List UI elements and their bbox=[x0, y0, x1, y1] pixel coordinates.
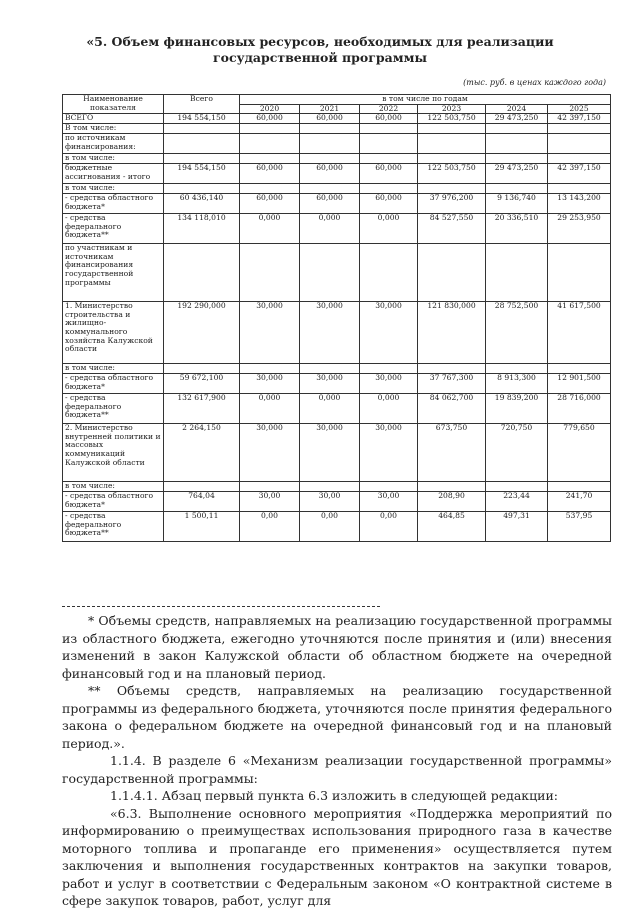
cell-year-value: 30,000 bbox=[300, 424, 360, 482]
cell-year-value bbox=[240, 134, 300, 154]
cell-total: 134 118,010 bbox=[164, 214, 240, 244]
cell-year-value: 60,000 bbox=[240, 164, 300, 184]
header-year: 2022 bbox=[360, 104, 418, 114]
cell-year-value: 12 901,500 bbox=[548, 374, 611, 394]
cell-year-value bbox=[300, 184, 360, 194]
table-row bbox=[63, 124, 611, 134]
cell-year-value: 0,00 bbox=[240, 512, 300, 542]
cell-year-value bbox=[240, 364, 300, 374]
cell-year-value: 30,00 bbox=[300, 492, 360, 512]
cell-year-value bbox=[548, 134, 611, 154]
table-row bbox=[63, 512, 611, 542]
table-row bbox=[63, 492, 611, 512]
table-row bbox=[63, 184, 611, 194]
table-row bbox=[63, 482, 611, 492]
cell-year-value bbox=[548, 244, 611, 302]
cell-year-value: 673,750 bbox=[418, 424, 486, 482]
cell-year-value: 41 617,500 bbox=[548, 302, 611, 364]
cell-total: 2 264,150 bbox=[164, 424, 240, 482]
cell-year-value bbox=[486, 154, 548, 164]
header-year: 2024 bbox=[486, 104, 548, 114]
row-label: в том числе: bbox=[63, 154, 164, 164]
cell-total: 1 500,11 bbox=[164, 512, 240, 542]
cell-year-value: 0,000 bbox=[240, 214, 300, 244]
cell-year-value bbox=[300, 364, 360, 374]
cell-year-value: 60,000 bbox=[300, 194, 360, 214]
row-label: в том числе: bbox=[63, 482, 164, 492]
finance-table bbox=[62, 94, 611, 542]
cell-total bbox=[164, 482, 240, 492]
row-label: - средства федерального бюджета** bbox=[63, 214, 164, 244]
cell-year-value bbox=[548, 154, 611, 164]
cell-year-value: 30,00 bbox=[240, 492, 300, 512]
table-row bbox=[63, 214, 611, 244]
row-label: в том числе: bbox=[63, 184, 164, 194]
cell-year-value: 84 062,700 bbox=[418, 394, 486, 424]
cell-year-value: 42 397,150 bbox=[548, 164, 611, 184]
table-row bbox=[63, 194, 611, 214]
cell-year-value: 720,750 bbox=[486, 424, 548, 482]
cell-total: 194 554,150 bbox=[164, 114, 240, 124]
cell-year-value bbox=[418, 184, 486, 194]
cell-total bbox=[164, 154, 240, 164]
cell-year-value bbox=[360, 364, 418, 374]
cell-year-value: 779,650 bbox=[548, 424, 611, 482]
cell-year-value bbox=[548, 364, 611, 374]
cell-year-value bbox=[486, 364, 548, 374]
cell-total: 194 554,150 bbox=[164, 164, 240, 184]
cell-year-value: 60,000 bbox=[360, 114, 418, 124]
cell-year-value: 30,000 bbox=[300, 374, 360, 394]
body-paragraph-3: «6.3. Выполнение основного мероприятия «Поддержка мероприятий по информированию о преимуществах использования природного газа в качестве моторного топлива и пропаганде его применения» осуществляется путем заключения и выполнения государственных контрактов на закупки товаров, работ и услуг в соответствии с Федеральным законом «О контрактной системе в сфере закупок товаров, работ, услуг для bbox=[62, 805, 612, 908]
cell-year-value: 60,000 bbox=[360, 194, 418, 214]
row-label: в том числе: bbox=[63, 364, 164, 374]
cell-year-value: 30,000 bbox=[240, 374, 300, 394]
header-name: Наименование показателя bbox=[63, 95, 164, 114]
cell-total: 764,04 bbox=[164, 492, 240, 512]
cell-year-value bbox=[300, 244, 360, 302]
cell-year-value bbox=[486, 184, 548, 194]
cell-year-value: 30,000 bbox=[300, 302, 360, 364]
footnote-1: * Объемы средств, направляемых на реализацию государственной программы из областного бюджета, ежегодно уточняются после принятия и (или) внесения изменений в закон Калужской области об областном бюджете на очередной финансовый год и на плановый период. bbox=[62, 613, 612, 681]
row-label: - средства областного бюджета* bbox=[63, 374, 164, 394]
row-label: В том числе: bbox=[63, 124, 164, 134]
header-year: 2025 bbox=[548, 104, 611, 114]
footnote-separator bbox=[62, 606, 380, 607]
cell-year-value bbox=[548, 482, 611, 492]
cell-year-value: 30,000 bbox=[360, 302, 418, 364]
cell-year-value: 208,90 bbox=[418, 492, 486, 512]
section-title-line1: «5. Объем финансовых ресурсов, необходимых для реализации bbox=[86, 34, 554, 49]
cell-year-value: 29 253,950 bbox=[548, 214, 611, 244]
row-label: - средства областного бюджета* bbox=[63, 194, 164, 214]
row-label: - средства федерального бюджета** bbox=[63, 512, 164, 542]
table-row bbox=[63, 424, 611, 482]
cell-year-value bbox=[360, 184, 418, 194]
cell-year-value bbox=[360, 124, 418, 134]
cell-year-value: 0,000 bbox=[300, 214, 360, 244]
table-row bbox=[63, 244, 611, 302]
cell-year-value: 37 976,200 bbox=[418, 194, 486, 214]
cell-year-value: 241,70 bbox=[548, 492, 611, 512]
cell-year-value: 28 716,000 bbox=[548, 394, 611, 424]
table-row bbox=[63, 302, 611, 364]
cell-year-value bbox=[486, 482, 548, 492]
table-body bbox=[63, 114, 611, 542]
row-label: - средства федерального бюджета** bbox=[63, 394, 164, 424]
cell-year-value bbox=[418, 364, 486, 374]
cell-year-value bbox=[418, 124, 486, 134]
header-by-years: в том числе по годам bbox=[240, 95, 611, 105]
cell-year-value bbox=[486, 244, 548, 302]
table-row bbox=[63, 164, 611, 184]
cell-year-value: 223,44 bbox=[486, 492, 548, 512]
cell-year-value bbox=[418, 482, 486, 492]
row-label: бюджетные ассигнования - итого bbox=[63, 164, 164, 184]
body-paragraph-2: 1.1.4.1. Абзац первый пункта 6.3 изложить в следующей редакции: bbox=[110, 788, 559, 803]
cell-year-value: 19 839,200 bbox=[486, 394, 548, 424]
cell-year-value: 464,85 bbox=[418, 512, 486, 542]
cell-year-value: 28 752,500 bbox=[486, 302, 548, 364]
cell-year-value bbox=[300, 134, 360, 154]
table-row bbox=[63, 374, 611, 394]
cell-year-value: 30,000 bbox=[360, 374, 418, 394]
table-row bbox=[63, 134, 611, 154]
cell-year-value: 30,000 bbox=[240, 424, 300, 482]
cell-year-value bbox=[360, 244, 418, 302]
cell-year-value: 0,000 bbox=[300, 394, 360, 424]
cell-year-value: 29 473,250 bbox=[486, 114, 548, 124]
cell-year-value: 30,000 bbox=[240, 302, 300, 364]
cell-year-value bbox=[300, 124, 360, 134]
cell-year-value bbox=[360, 134, 418, 154]
header-year: 2021 bbox=[300, 104, 360, 114]
cell-year-value: 60,000 bbox=[300, 164, 360, 184]
cell-year-value bbox=[418, 244, 486, 302]
footnotes bbox=[62, 612, 612, 910]
table-row bbox=[63, 364, 611, 374]
cell-year-value: 0,000 bbox=[360, 214, 418, 244]
cell-year-value: 60,000 bbox=[240, 114, 300, 124]
cell-year-value: 60,000 bbox=[360, 164, 418, 184]
cell-year-value bbox=[300, 482, 360, 492]
cell-year-value bbox=[486, 124, 548, 134]
cell-year-value bbox=[240, 184, 300, 194]
header-year: 2023 bbox=[418, 104, 486, 114]
cell-total: 59 672,100 bbox=[164, 374, 240, 394]
cell-total: 60 436,140 bbox=[164, 194, 240, 214]
cell-year-value bbox=[240, 154, 300, 164]
cell-year-value: 8 913,300 bbox=[486, 374, 548, 394]
header-total: Всего bbox=[164, 95, 240, 114]
body-paragraph-1: 1.1.4. В разделе 6 «Механизм реализации государственной программы» государственной программы: bbox=[62, 753, 612, 786]
row-label: 2. Министерство внутренней политики и массовых коммуникаций Калужской области bbox=[63, 424, 164, 482]
table-row bbox=[63, 394, 611, 424]
cell-year-value bbox=[240, 124, 300, 134]
cell-year-value: 30,000 bbox=[360, 424, 418, 482]
cell-total bbox=[164, 244, 240, 302]
cell-year-value: 0,00 bbox=[360, 512, 418, 542]
cell-year-value: 60,000 bbox=[240, 194, 300, 214]
cell-year-value bbox=[486, 134, 548, 154]
cell-year-value: 121 830,000 bbox=[418, 302, 486, 364]
cell-year-value: 9 136,740 bbox=[486, 194, 548, 214]
section-title bbox=[0, 34, 640, 66]
cell-year-value: 0,000 bbox=[240, 394, 300, 424]
cell-year-value: 42 397,150 bbox=[548, 114, 611, 124]
cell-year-value: 0,000 bbox=[360, 394, 418, 424]
row-label: - средства областного бюджета* bbox=[63, 492, 164, 512]
cell-year-value: 122 503,750 bbox=[418, 114, 486, 124]
cell-total: 132 617,900 bbox=[164, 394, 240, 424]
row-label: по источникам финансирования: bbox=[63, 134, 164, 154]
row-label: 1. Министерство строительства и жилищно-коммунального хозяйства Калужской области bbox=[63, 302, 164, 364]
cell-total: 192 290,000 bbox=[164, 302, 240, 364]
section-title-line2: государственной программы bbox=[212, 50, 427, 65]
table-row bbox=[63, 154, 611, 164]
cell-year-value bbox=[418, 154, 486, 164]
cell-year-value bbox=[240, 482, 300, 492]
cell-year-value: 37 767,300 bbox=[418, 374, 486, 394]
cell-year-value bbox=[300, 154, 360, 164]
cell-year-value bbox=[418, 134, 486, 154]
cell-year-value: 29 473,250 bbox=[486, 164, 548, 184]
cell-total bbox=[164, 184, 240, 194]
cell-year-value: 84 527,550 bbox=[418, 214, 486, 244]
cell-total bbox=[164, 124, 240, 134]
cell-year-value bbox=[240, 244, 300, 302]
cell-total bbox=[164, 134, 240, 154]
cell-year-value bbox=[360, 482, 418, 492]
table-row bbox=[63, 114, 611, 124]
cell-year-value bbox=[360, 154, 418, 164]
cell-year-value: 30,00 bbox=[360, 492, 418, 512]
cell-year-value: 20 336,510 bbox=[486, 214, 548, 244]
cell-year-value: 0,00 bbox=[300, 512, 360, 542]
units-note: (тыс. руб. в ценах каждого года) bbox=[463, 78, 606, 87]
cell-year-value: 60,000 bbox=[300, 114, 360, 124]
cell-year-value bbox=[548, 124, 611, 134]
row-label: ВСЕГО bbox=[63, 114, 164, 124]
cell-year-value: 122 503,750 bbox=[418, 164, 486, 184]
cell-total bbox=[164, 364, 240, 374]
header-year: 2020 bbox=[240, 104, 300, 114]
cell-year-value bbox=[548, 184, 611, 194]
row-label: по участникам и источникам финансирования государственной программы bbox=[63, 244, 164, 302]
cell-year-value: 537,95 bbox=[548, 512, 611, 542]
footnote-2: ** Объемы средств, направляемых на реализацию государственной программы из федерального бюджета, уточняются после принятия федерального закона о федеральном бюджете на очередной финансовый год и на плановый период.». bbox=[62, 683, 612, 751]
cell-year-value: 13 143,200 bbox=[548, 194, 611, 214]
cell-year-value: 497,31 bbox=[486, 512, 548, 542]
